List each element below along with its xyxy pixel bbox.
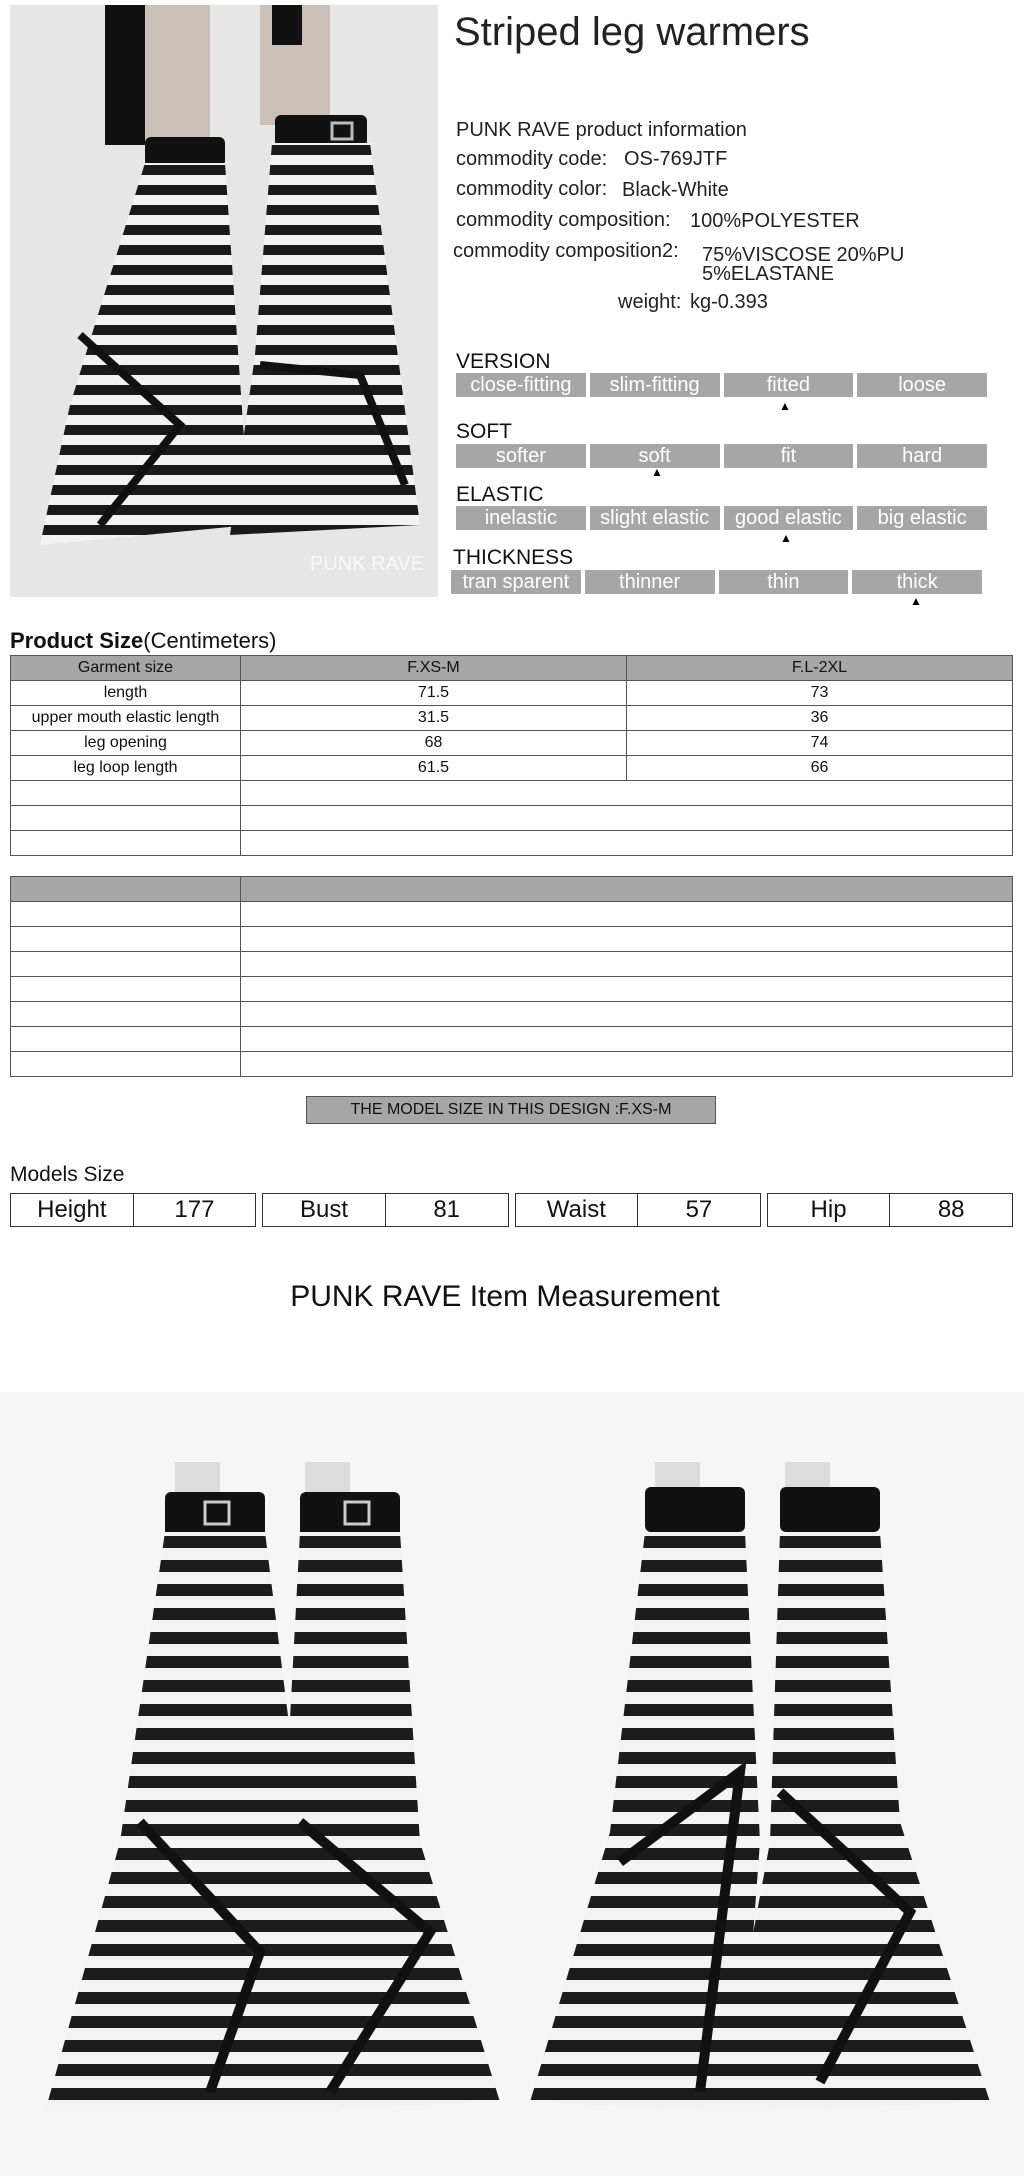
composition2-value-line2: 5%ELASTANE (702, 263, 834, 285)
soft-scale (456, 444, 987, 468)
table-row-empty (11, 952, 1013, 977)
row-label: upper mouth elastic length (11, 706, 241, 731)
item-measurement-title: PUNK RAVE Item Measurement (290, 1280, 720, 1313)
leg-warmers-illustration (10, 5, 438, 597)
row-value: 68 (241, 731, 627, 756)
table-row (11, 731, 1013, 756)
thickness-option: thinner (585, 570, 715, 594)
elastic-option: slight elastic (590, 506, 720, 530)
table-row (11, 756, 1013, 781)
thickness-option: thick (852, 570, 982, 594)
models-size-title: Models Size (10, 1163, 125, 1186)
model-height-value: 177 (133, 1194, 256, 1226)
row-label: leg loop length (11, 756, 241, 781)
thickness-option: thin (719, 570, 849, 594)
table-row-empty (11, 1002, 1013, 1027)
product-size-unit: (Centimeters) (143, 628, 277, 653)
weight-label: weight: (618, 291, 682, 313)
product-size-title-bold: Product Size (10, 628, 144, 653)
table-row-empty (11, 1027, 1013, 1052)
composition2-label: commodity composition2: (453, 240, 679, 262)
version-marker-icon: ▲ (779, 399, 791, 413)
secondary-size-table (10, 876, 1013, 1077)
version-option: close-fitting (456, 373, 586, 397)
elastic-marker-icon: ▲ (780, 531, 792, 545)
model-waist-group (515, 1193, 761, 1227)
table-header-row (11, 877, 1013, 902)
color-value: Black-White (622, 179, 729, 201)
header-garment-size: Garment size (11, 656, 241, 681)
model-height-group (10, 1193, 256, 1227)
elastic-scale (456, 506, 987, 530)
model-bust-group (262, 1193, 508, 1227)
thickness-marker-icon: ▲ (910, 594, 922, 608)
table-row (11, 681, 1013, 706)
table-row-empty (11, 1052, 1013, 1077)
row-value: 71.5 (241, 681, 627, 706)
weight-value: kg-0.393 (690, 291, 768, 313)
model-size-design-banner: THE MODEL SIZE IN THIS DESIGN :F.XS-M (306, 1096, 716, 1124)
row-label: leg opening (11, 731, 241, 756)
models-size-table (10, 1193, 1013, 1227)
table-row-empty (11, 806, 1013, 831)
product-size-title (10, 628, 277, 654)
thickness-option: tran sparent (451, 570, 581, 594)
row-value: 73 (627, 681, 1013, 706)
hero-watermark: PUNK RAVE (310, 553, 425, 575)
code-value: OS-769JTF (624, 148, 728, 170)
soft-marker-icon: ▲ (651, 465, 663, 479)
product-flat-photo (0, 1392, 1024, 2176)
model-bust-value: 81 (385, 1194, 508, 1226)
table-header-row (11, 656, 1013, 681)
model-height-label: Height (37, 1196, 107, 1223)
thickness-scale (451, 570, 982, 594)
row-value: 66 (627, 756, 1013, 781)
row-label: length (11, 681, 241, 706)
version-scale (456, 373, 987, 397)
table-row-empty (11, 831, 1013, 856)
version-option: fitted (724, 373, 854, 397)
table-row (11, 706, 1013, 731)
model-hip-value: 88 (889, 1194, 1012, 1226)
header-size-1: F.XS-M (241, 656, 627, 681)
elastic-option: inelastic (456, 506, 586, 530)
soft-title: SOFT (456, 420, 512, 443)
soft-option: soft (590, 444, 720, 468)
composition-label: commodity composition: (456, 209, 671, 231)
soft-option: hard (857, 444, 987, 468)
table-row-empty (11, 781, 1013, 806)
soft-option: fit (724, 444, 854, 468)
leg-warmers-flat-illustration (0, 1392, 1024, 2176)
product-size-table (10, 655, 1013, 856)
composition2-value: 75%VISCOSE 20%PU (702, 244, 905, 266)
model-hip-group (767, 1193, 1013, 1227)
product-title: Striped leg warmers (454, 10, 810, 54)
table-row-empty (11, 977, 1013, 1002)
elastic-option: big elastic (857, 506, 987, 530)
info-heading: PUNK RAVE product information (456, 119, 747, 141)
model-bust-label: Bust (300, 1196, 349, 1223)
model-waist-value: 57 (637, 1194, 760, 1226)
header-size-2: F.L-2XL (627, 656, 1013, 681)
code-label: commodity code: (456, 148, 608, 170)
row-value: 74 (627, 731, 1013, 756)
color-label: commodity color: (456, 178, 608, 200)
elastic-title: ELASTIC (456, 483, 544, 506)
thickness-title: THICKNESS (453, 546, 574, 569)
hero-product-photo (10, 5, 438, 597)
version-title: VERSION (456, 350, 551, 373)
model-hip-label: Hip (810, 1196, 847, 1223)
elastic-option: good elastic (724, 506, 854, 530)
soft-option: softer (456, 444, 586, 468)
row-value: 31.5 (241, 706, 627, 731)
table-row-empty (11, 902, 1013, 927)
model-waist-label: Waist (546, 1196, 606, 1223)
row-value: 61.5 (241, 756, 627, 781)
table-row-empty (11, 927, 1013, 952)
row-value: 36 (627, 706, 1013, 731)
composition-value: 100%POLYESTER (690, 210, 860, 232)
version-option: loose (857, 373, 987, 397)
version-option: slim-fitting (590, 373, 720, 397)
